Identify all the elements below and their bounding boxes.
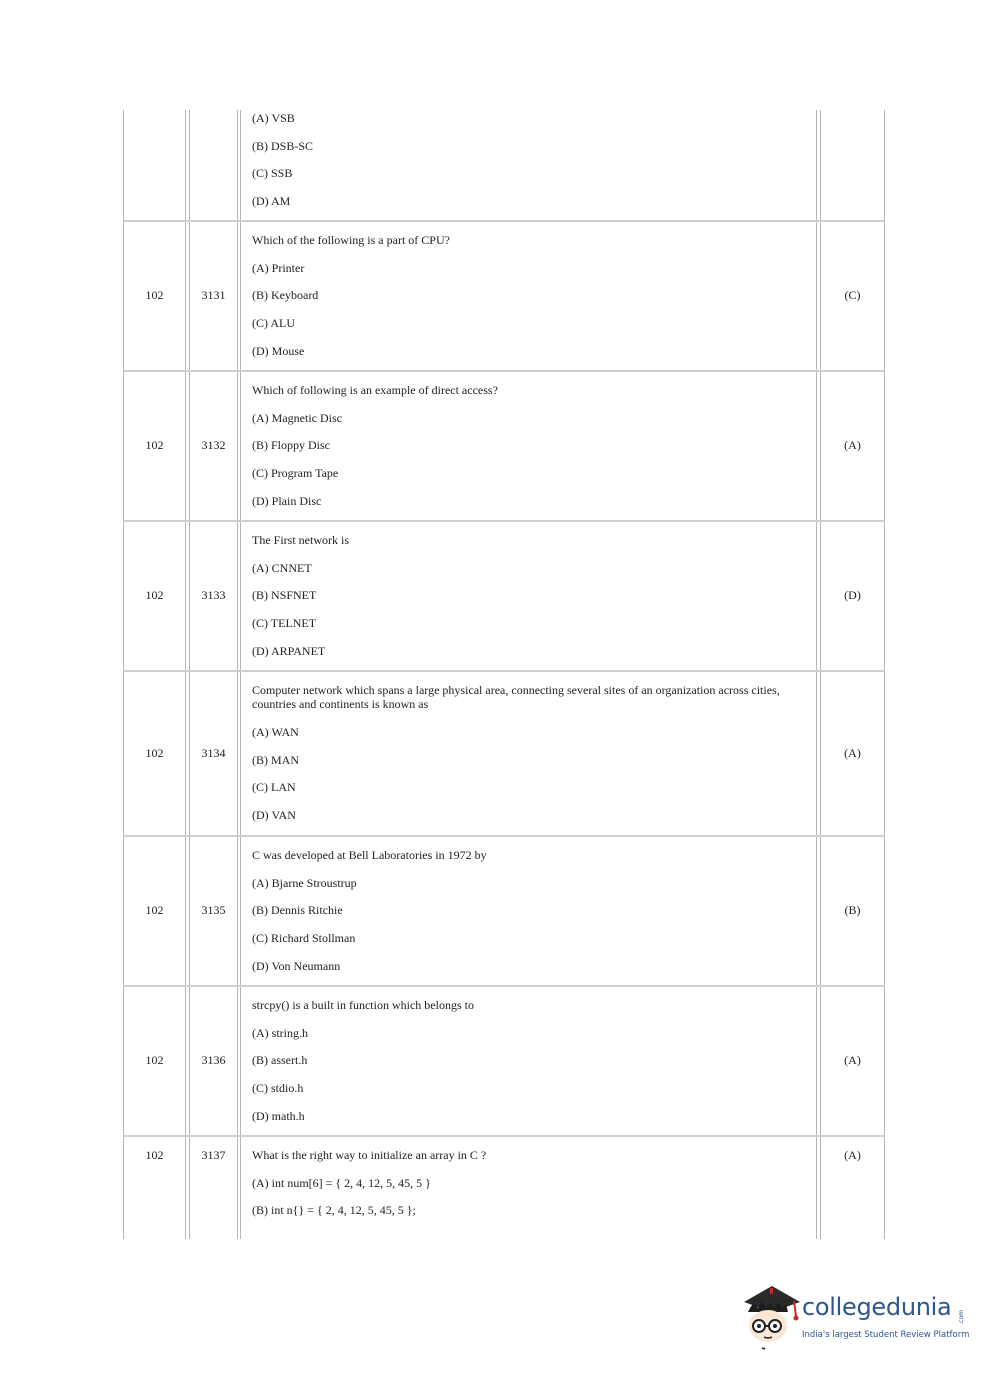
table-row [123, 672, 885, 837]
option: (A) Printer [252, 261, 305, 275]
serial-number: 102 [145, 288, 164, 302]
option: (C) stdio.h [252, 1081, 304, 1095]
answer-cell [820, 522, 885, 670]
answer: (A) [844, 1148, 861, 1162]
table-row [123, 1137, 885, 1239]
option: (C) SSB [252, 166, 293, 180]
question-number: 3137 [201, 1148, 226, 1162]
answer: (C) [844, 288, 861, 302]
question-text: Which of following is an example of direct access? [252, 383, 498, 397]
serial-number: 102 [145, 903, 164, 917]
option: (A) string.h [252, 1026, 308, 1040]
table-row [123, 522, 885, 672]
mascot-icon [740, 1282, 802, 1352]
serial-cell [123, 837, 186, 985]
serial-number: 102 [145, 588, 164, 602]
question-number-cell [189, 372, 238, 520]
option: (B) Dennis Ritchie [252, 903, 343, 917]
option: (B) DSB-SC [252, 139, 314, 153]
question-text: What is the right way to initialize an array in C ? [252, 1148, 487, 1162]
option: (D) Mouse [252, 344, 305, 358]
question-number: 3134 [201, 746, 226, 760]
table-row [123, 372, 885, 522]
answer-cell [820, 1137, 885, 1239]
question-number: 3131 [201, 288, 226, 302]
table-row [123, 110, 885, 222]
question-number-cell [189, 110, 238, 220]
serial-cell [123, 110, 186, 220]
question-cell [240, 1137, 817, 1239]
question-cell [240, 672, 817, 835]
question-cell [240, 837, 817, 985]
option: (D) Von Neumann [252, 959, 341, 973]
option: (A) Bjarne Stroustrup [252, 876, 357, 890]
table-row [123, 987, 885, 1137]
question-number-cell [189, 1137, 238, 1239]
option: (B) MAN [252, 753, 299, 767]
serial-cell [123, 987, 186, 1135]
question-number-cell [189, 222, 238, 370]
collegedunia-logo[interactable] [740, 1282, 970, 1362]
answer: (A) [844, 1053, 861, 1067]
logo-domain-suffix: .com [958, 1310, 965, 1325]
question-number-cell [189, 522, 238, 670]
serial-number: 102 [145, 1148, 164, 1162]
answer-cell [820, 372, 885, 520]
serial-cell [123, 1137, 186, 1239]
answer: (A) [844, 746, 861, 760]
option: (C) Richard Stollman [252, 931, 356, 945]
answer-cell [820, 987, 885, 1135]
question-cell [240, 222, 817, 370]
option: (A) WAN [252, 725, 299, 739]
answer: (D) [844, 588, 861, 602]
answer-cell [820, 222, 885, 370]
question-number: 3133 [201, 588, 226, 602]
question-text: Computer network which spans a large physical area, connecting several sites of an organization across cities, countries and continents is known as [252, 683, 780, 711]
question-number-cell [189, 837, 238, 985]
option: (B) assert.h [252, 1053, 308, 1067]
option: (C) TELNET [252, 616, 317, 630]
question-cell [240, 987, 817, 1135]
option: (B) Keyboard [252, 288, 319, 302]
table-row [123, 222, 885, 372]
question-cell [240, 110, 817, 220]
option: (C) ALU [252, 316, 295, 330]
option: (A) VSB [252, 111, 295, 125]
option: (D) math.h [252, 1109, 305, 1123]
question-text: Which of the following is a part of CPU? [252, 233, 450, 247]
option: (A) int num[6] = { 2, 4, 12, 5, 45, 5 } [252, 1176, 431, 1190]
option: (D) AM [252, 194, 291, 208]
logo-wordmark: collegedunia [802, 1293, 952, 1321]
serial-number: 102 [145, 438, 164, 452]
question-cell [240, 372, 817, 520]
option: (B) NSFNET [252, 588, 317, 602]
question-number: 3135 [201, 903, 226, 917]
question-text: C was developed at Bell Laboratories in 1972 by [252, 848, 487, 862]
question-cell [240, 522, 817, 670]
question-text: strcpy() is a built in function which belongs to [252, 998, 474, 1012]
question-number: 3136 [201, 1053, 226, 1067]
question-text: The First network is [252, 533, 349, 547]
serial-cell [123, 672, 186, 835]
answer: (A) [844, 438, 861, 452]
answer: (B) [844, 903, 861, 917]
serial-cell [123, 222, 186, 370]
option: (C) Program Tape [252, 466, 339, 480]
option: (D) ARPANET [252, 644, 326, 658]
serial-cell [123, 372, 186, 520]
question-number-cell [189, 672, 238, 835]
serial-number: 102 [145, 746, 164, 760]
answer-cell [820, 110, 885, 220]
option: (A) Magnetic Disc [252, 411, 342, 425]
option: (A) CNNET [252, 561, 312, 575]
option: (C) LAN [252, 780, 296, 794]
serial-number: 102 [145, 1053, 164, 1067]
option: (B) Floppy Disc [252, 438, 330, 452]
serial-cell [123, 522, 186, 670]
question-table [123, 110, 885, 1239]
answer-cell [820, 837, 885, 985]
option: (D) Plain Disc [252, 494, 322, 508]
logo-tagline: India's largest Student Review Platform [802, 1330, 970, 1340]
question-number-cell [189, 987, 238, 1135]
option: (B) int n{} = { 2, 4, 12, 5, 45, 5 }; [252, 1203, 416, 1217]
answer-cell [820, 672, 885, 835]
option: (D) VAN [252, 808, 296, 822]
table-row [123, 837, 885, 987]
question-number: 3132 [201, 438, 226, 452]
